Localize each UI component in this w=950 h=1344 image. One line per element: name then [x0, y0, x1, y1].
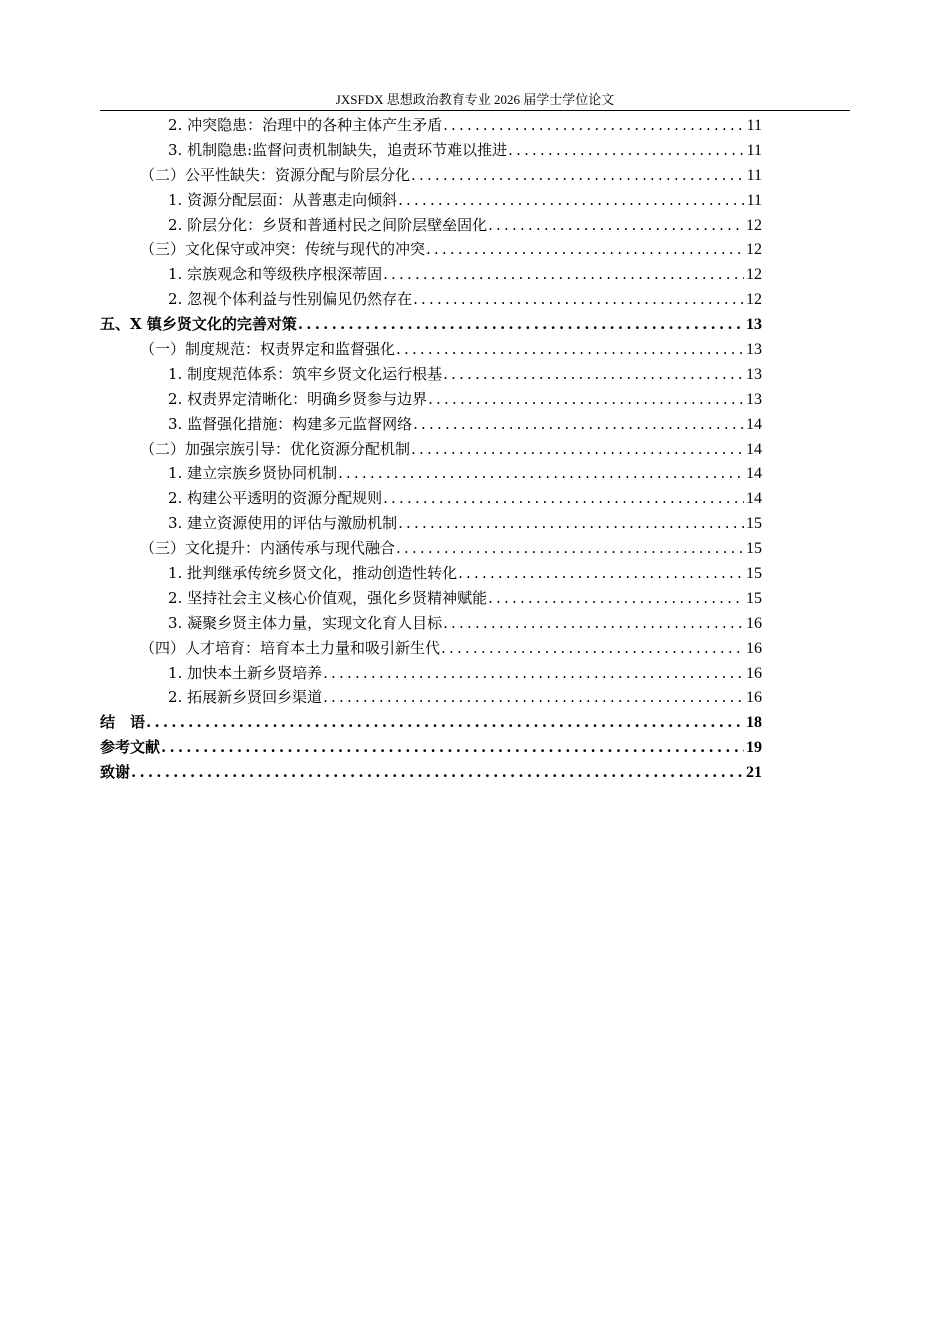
toc-dot-leader: [458, 561, 744, 586]
toc-entry[interactable]: [100, 685, 762, 710]
table-of-contents: [100, 113, 762, 785]
toc-entry-title: 3. 建立资源使用的评估与激励机制: [168, 514, 398, 533]
toc-entry[interactable]: [100, 138, 762, 163]
toc-dot-leader: [298, 312, 744, 337]
toc-entry-page: 14: [746, 465, 762, 483]
toc-entry-title: 1. 批判继承传统乡贤文化，推动创造性转化: [168, 564, 458, 583]
toc-entry-title: 2. 阶层分化：乡贤和普通村民之间阶层壁垒固化: [168, 215, 488, 234]
toc-entry[interactable]: [100, 561, 762, 586]
toc-entry[interactable]: [100, 461, 762, 486]
toc-entry-title: 致谢: [100, 763, 131, 782]
toc-entry-page: 14: [746, 490, 762, 508]
toc-dot-leader: [161, 735, 744, 760]
toc-entry[interactable]: [100, 437, 762, 462]
toc-entry-title: 2. 坚持社会主义核心价值观，强化乡贤精神赋能: [168, 588, 488, 607]
toc-dot-leader: [323, 661, 744, 686]
toc-entry-title: （二）加强宗族引导：优化资源分配机制: [140, 439, 411, 458]
toc-entry-title: 2. 权责界定清晰化：明确乡贤参与边界: [168, 389, 428, 408]
toc-entry[interactable]: [100, 412, 762, 437]
toc-dot-leader: [443, 113, 745, 138]
toc-dot-leader: [131, 760, 744, 785]
toc-entry-page: 12: [746, 291, 762, 309]
toc-entry-page: 15: [746, 540, 762, 558]
toc-entry[interactable]: [100, 362, 762, 387]
toc-dot-leader: [396, 337, 744, 362]
toc-entry-title: 1. 制度规范体系：筑牢乡贤文化运行根基: [168, 364, 443, 383]
toc-entry[interactable]: [100, 113, 762, 138]
toc-entry[interactable]: [100, 163, 762, 188]
toc-entry-page: 15: [746, 565, 762, 583]
toc-dot-leader: [323, 685, 744, 710]
toc-dot-leader: [398, 188, 745, 213]
toc-dot-leader: [398, 511, 744, 536]
toc-entry-page: 21: [746, 764, 762, 782]
toc-entry[interactable]: [100, 287, 762, 312]
toc-entry-title: 1. 宗族观念和等级秩序根深蒂固: [168, 265, 383, 284]
toc-entry-title: 2. 冲突隐患：治理中的各种主体产生矛盾: [168, 116, 443, 134]
toc-dot-leader: [383, 486, 744, 511]
toc-entry-page: 11: [746, 166, 762, 184]
toc-entry-title: （三）文化保守或冲突：传统与现代的冲突: [140, 240, 426, 259]
toc-dot-leader: [411, 163, 745, 188]
toc-entry-title: 3. 监督强化措施：构建多元监督网络: [168, 414, 413, 433]
toc-entry-title: 1. 建立宗族乡贤协同机制: [168, 464, 338, 483]
toc-entry[interactable]: [100, 213, 762, 238]
toc-entry-title: 2. 构建公平透明的资源分配规则: [168, 489, 383, 508]
toc-dot-leader: [441, 636, 744, 661]
toc-entry-page: 16: [746, 639, 762, 657]
toc-dot-leader: [443, 611, 744, 636]
toc-entry-page: 11: [746, 141, 762, 159]
toc-entry-page: 16: [746, 689, 762, 707]
toc-entry[interactable]: [100, 312, 762, 337]
toc-dot-leader: [396, 536, 744, 561]
toc-entry-page: 13: [746, 365, 762, 383]
toc-entry[interactable]: [100, 387, 762, 412]
toc-entry[interactable]: [100, 262, 762, 287]
toc-entry-title: （一）制度规范：权责界定和监督强化: [140, 340, 396, 359]
toc-entry[interactable]: [100, 237, 762, 262]
toc-entry-page: 15: [746, 515, 762, 533]
toc-dot-leader: [443, 362, 744, 387]
toc-entry-title: 结 语: [100, 713, 146, 732]
toc-entry-page: 12: [746, 266, 762, 284]
toc-dot-leader: [411, 437, 744, 462]
toc-entry-title: （三）文化提升：内涵传承与现代融合: [140, 539, 396, 558]
toc-dot-leader: [338, 461, 744, 486]
toc-entry-title: 2. 忽视个体利益与性别偏见仍然存在: [168, 290, 413, 309]
toc-dot-leader: [428, 387, 744, 412]
toc-entry-page: 11: [746, 191, 762, 209]
toc-dot-leader: [413, 287, 744, 312]
toc-dot-leader: [413, 412, 744, 437]
toc-entry[interactable]: [100, 188, 762, 213]
toc-entry-page: 11: [746, 117, 762, 134]
toc-entry-title: 五、X 镇乡贤文化的完善对策: [100, 315, 297, 334]
toc-entry-page: 13: [746, 390, 762, 408]
toc-entry[interactable]: [100, 611, 762, 636]
toc-entry[interactable]: [100, 735, 762, 760]
toc-entry-page: 19: [746, 739, 762, 757]
toc-dot-leader: [488, 213, 744, 238]
toc-entry-page: 15: [746, 589, 762, 607]
toc-entry-title: （四）人才培育：培育本土力量和吸引新生代: [140, 638, 441, 657]
toc-entry-title: （二）公平性缺失：资源分配与阶层分化: [140, 165, 411, 184]
toc-entry-title: 1. 资源分配层面：从普惠走向倾斜: [168, 190, 398, 209]
toc-entry[interactable]: [100, 536, 762, 561]
toc-entry[interactable]: [100, 486, 762, 511]
toc-dot-leader: [508, 138, 744, 163]
toc-dot-leader: [146, 710, 744, 735]
toc-entry-page: 13: [746, 341, 762, 359]
toc-entry-page: 18: [746, 714, 762, 732]
toc-dot-leader: [488, 586, 744, 611]
page-header: [100, 90, 850, 111]
header-title: JXSFDX 思想政治教育专业 2026 届学士学位论文: [335, 92, 615, 107]
toc-entry[interactable]: [100, 511, 762, 536]
toc-entry-page: 12: [746, 216, 762, 234]
toc-entry-page: 16: [746, 614, 762, 632]
toc-entry[interactable]: [100, 636, 762, 661]
toc-entry[interactable]: [100, 661, 762, 686]
toc-entry-page: 14: [746, 415, 762, 433]
toc-dot-leader: [383, 262, 744, 287]
toc-dot-leader: [426, 237, 744, 262]
toc-entry-page: 16: [746, 664, 762, 682]
toc-entry-title: 1. 加快本土新乡贤培养: [168, 663, 323, 682]
toc-entry-title: 参考文献: [100, 738, 161, 757]
toc-entry-page: 12: [746, 241, 762, 259]
toc-entry-title: 2. 拓展新乡贤回乡渠道: [168, 688, 323, 707]
toc-entry[interactable]: [100, 760, 762, 785]
toc-entry-page: 14: [746, 440, 762, 458]
toc-entry-title: 3. 机制隐患:监督问责机制缺失，追责环节难以推进: [168, 140, 508, 159]
toc-entry[interactable]: [100, 337, 762, 362]
toc-entry-page: 13: [746, 316, 762, 334]
toc-entry[interactable]: [100, 710, 762, 735]
toc-entry-title: 3. 凝聚乡贤主体力量，实现文化育人目标: [168, 613, 443, 632]
toc-entry[interactable]: [100, 586, 762, 611]
